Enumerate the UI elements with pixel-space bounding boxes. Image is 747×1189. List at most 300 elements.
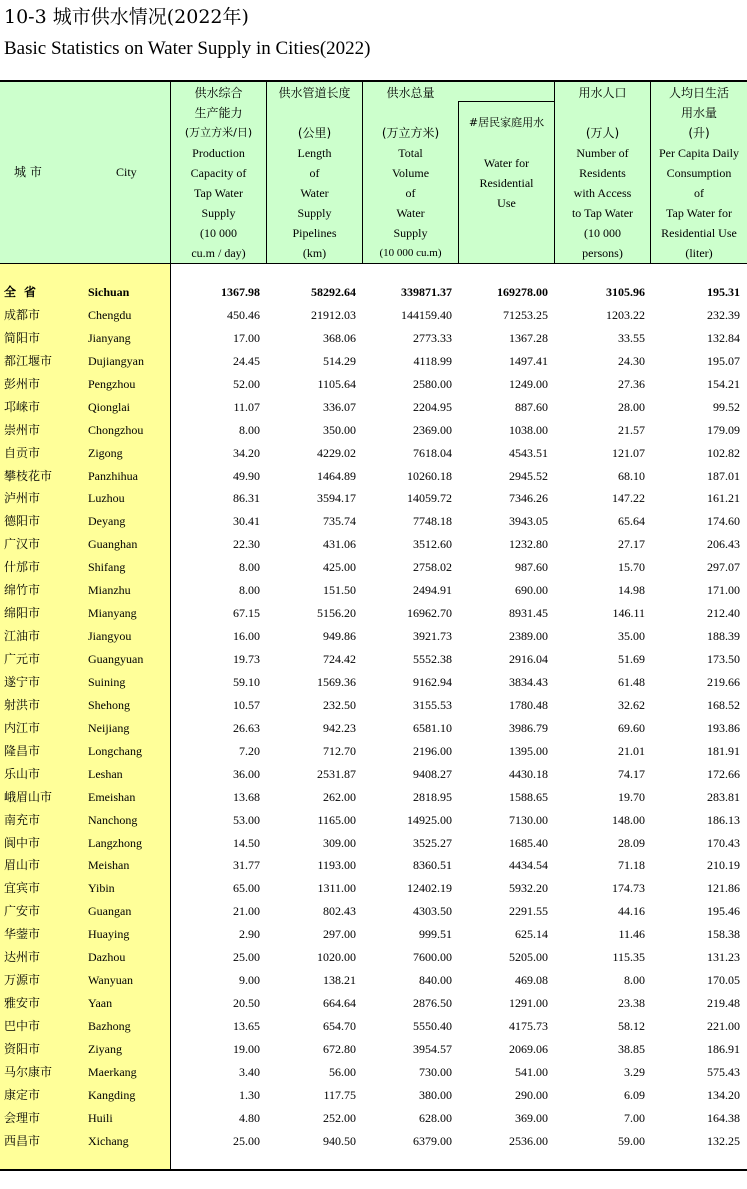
city-name-en: Emeishan bbox=[88, 789, 136, 804]
residents-served-cell: 3105.96 bbox=[606, 285, 645, 299]
city-name-en: Leshan bbox=[88, 766, 123, 781]
residential-use-cell: 1497.41 bbox=[509, 353, 548, 368]
residential-use-cell: 5932.20 bbox=[509, 881, 548, 896]
residents-served-cell: 51.69 bbox=[618, 652, 645, 666]
residential-use-cell: 4543.51 bbox=[509, 445, 548, 460]
pipeline-length-cell: 252.00 bbox=[323, 1110, 356, 1125]
production-capacity-cell: 53.00 bbox=[233, 812, 260, 827]
table-row bbox=[0, 625, 747, 648]
per-capita-cell: 134.20 bbox=[707, 1087, 740, 1102]
per-capita-cell: 170.43 bbox=[707, 835, 740, 850]
table-row bbox=[0, 832, 747, 855]
residents-served-cell: 71.18 bbox=[618, 858, 645, 873]
table-row bbox=[0, 465, 747, 488]
residential-use-cell: 3943.05 bbox=[509, 514, 548, 529]
total-volume-cell: 339871.37 bbox=[401, 285, 452, 299]
residential-use-cell: 1291.00 bbox=[509, 996, 548, 1011]
residents-served-cell: 148.00 bbox=[612, 812, 645, 827]
residential-use-cell: 7346.26 bbox=[509, 491, 548, 506]
table-row bbox=[0, 1015, 747, 1038]
production-capacity-cell: 25.00 bbox=[233, 1133, 260, 1148]
table-row bbox=[0, 1038, 747, 1061]
pipeline-length-cell: 5156.20 bbox=[317, 606, 356, 621]
city-name-en: Mianzhu bbox=[88, 583, 131, 598]
city-name-en: Kangding bbox=[88, 1087, 136, 1102]
pipeline-length-cell: 1105.64 bbox=[317, 376, 356, 391]
pipeline-length-cell: 942.23 bbox=[323, 720, 356, 735]
residential-use-cell: 2389.00 bbox=[509, 629, 548, 644]
residential-use-cell: 541.00 bbox=[515, 1064, 548, 1079]
per-capita-cell: 164.38 bbox=[707, 1110, 740, 1125]
table-row bbox=[0, 304, 747, 327]
residential-use-cell: 2536.00 bbox=[509, 1133, 548, 1148]
pipeline-length-cell: 425.00 bbox=[323, 560, 356, 575]
production-capacity-cell: 1.30 bbox=[239, 1087, 260, 1102]
city-name-en: Neijiang bbox=[88, 720, 130, 735]
residents-served-cell: 61.48 bbox=[618, 674, 645, 689]
total-volume-cell: 7600.00 bbox=[413, 950, 452, 965]
table-row bbox=[0, 1084, 747, 1107]
total-volume-cell: 3155.53 bbox=[413, 697, 452, 712]
production-capacity-cell: 49.90 bbox=[233, 468, 260, 483]
total-volume-cell: 3512.60 bbox=[413, 537, 452, 552]
per-capita-cell: 158.38 bbox=[707, 927, 740, 942]
per-capita-cell: 102.82 bbox=[707, 445, 740, 460]
residential-use-cell: 5205.00 bbox=[509, 950, 548, 965]
residential-use-cell: 987.60 bbox=[515, 560, 548, 575]
total-volume-cell: 12402.19 bbox=[407, 881, 452, 896]
residential-use-cell: 4434.54 bbox=[509, 858, 548, 873]
pipeline-length-cell: 297.00 bbox=[323, 927, 356, 942]
per-capita-cell: 131.23 bbox=[707, 950, 740, 965]
production-capacity-cell: 24.45 bbox=[233, 353, 260, 368]
residents-served-cell: 28.09 bbox=[618, 835, 645, 850]
per-capita-cell: 195.31 bbox=[707, 285, 740, 299]
city-name-en: Guanghan bbox=[88, 537, 138, 552]
production-capacity-cell: 8.00 bbox=[239, 560, 260, 575]
table-row bbox=[0, 1061, 747, 1084]
pipeline-length-cell: 1165.00 bbox=[317, 812, 356, 827]
pipeline-length-cell: 117.75 bbox=[323, 1087, 356, 1102]
residential-use-cell: 1232.80 bbox=[509, 537, 548, 552]
residents-served-cell: 146.11 bbox=[612, 606, 645, 621]
table-row bbox=[0, 556, 747, 579]
residents-served-cell: 27.36 bbox=[618, 376, 645, 391]
pipeline-length-cell: 2531.87 bbox=[317, 766, 356, 781]
pipeline-length-cell: 654.70 bbox=[323, 1019, 356, 1033]
total-volume-cell: 2580.00 bbox=[413, 376, 452, 391]
residential-use-cell: 1367.28 bbox=[509, 330, 548, 345]
total-volume-cell: 10260.18 bbox=[407, 468, 452, 483]
pipeline-length-cell: 56.00 bbox=[329, 1064, 356, 1079]
total-volume-cell: 4118.99 bbox=[413, 353, 452, 368]
total-volume-cell: 2204.95 bbox=[413, 399, 452, 414]
residential-use-cell: 469.08 bbox=[515, 973, 548, 988]
residents-served-cell: 21.01 bbox=[618, 743, 645, 758]
residents-served-cell: 115.35 bbox=[612, 950, 645, 965]
total-volume-cell: 2494.91 bbox=[413, 583, 452, 598]
table-row bbox=[0, 877, 747, 900]
residents-served-cell: 24.30 bbox=[618, 353, 645, 368]
per-capita-cell: 575.43 bbox=[707, 1064, 740, 1079]
city-name-en: Wanyuan bbox=[88, 973, 134, 988]
city-name-cn: 遂宁市 bbox=[4, 674, 41, 689]
table-row bbox=[0, 763, 747, 786]
city-name-en: Qionglai bbox=[88, 399, 130, 414]
header-residents-served: 用水人口 (万人) Number of Residents with Access to Tap Water (10 000 persons) bbox=[571, 86, 634, 260]
total-volume-cell: 14925.00 bbox=[407, 812, 452, 827]
residential-use-cell: 1249.00 bbox=[509, 376, 548, 391]
production-capacity-cell: 36.00 bbox=[233, 766, 260, 781]
per-capita-cell: 195.46 bbox=[707, 904, 740, 919]
per-capita-cell: 173.50 bbox=[707, 652, 740, 666]
total-volume-cell: 144159.40 bbox=[401, 307, 452, 322]
residential-use-cell: 7130.00 bbox=[509, 812, 548, 827]
residential-use-cell: 369.00 bbox=[515, 1110, 548, 1125]
header-city-en: City bbox=[116, 165, 137, 179]
per-capita-cell: 170.05 bbox=[707, 973, 740, 988]
table-row bbox=[0, 442, 747, 465]
city-name-cn: 阆中市 bbox=[4, 835, 41, 850]
production-capacity-cell: 26.63 bbox=[233, 720, 260, 735]
city-name-cn: 简阳市 bbox=[4, 330, 41, 345]
residential-use-cell: 169278.00 bbox=[497, 285, 548, 299]
city-name-en: Sichuan bbox=[88, 285, 130, 299]
production-capacity-cell: 450.46 bbox=[227, 307, 260, 322]
pipeline-length-cell: 4229.02 bbox=[317, 445, 356, 460]
total-volume-cell: 8360.51 bbox=[413, 858, 452, 873]
table-row bbox=[0, 579, 747, 602]
residents-served-cell: 7.00 bbox=[624, 1110, 645, 1125]
pipeline-length-cell: 232.50 bbox=[323, 697, 356, 712]
table-row bbox=[0, 923, 747, 946]
production-capacity-cell: 22.30 bbox=[233, 537, 260, 552]
pipeline-length-cell: 138.21 bbox=[323, 973, 356, 988]
residents-served-cell: 21.57 bbox=[618, 422, 645, 437]
residents-served-cell: 14.98 bbox=[618, 583, 645, 598]
city-name-cn: 邛崃市 bbox=[4, 399, 41, 414]
city-name-en: Jianyang bbox=[88, 330, 131, 345]
header-pipeline-length: 供水管道长度 (公里) Length of Water Supply Pipelines (km) bbox=[278, 86, 351, 260]
header-per-capita-consumption: 人均日生活 用水量 (升) Per Capita Daily Consumption of Tap Water for Residential Use (liter) bbox=[659, 86, 739, 260]
total-volume-cell: 840.00 bbox=[419, 973, 452, 988]
residential-use-cell: 3834.43 bbox=[509, 674, 548, 689]
residents-served-cell: 19.70 bbox=[618, 789, 645, 804]
city-name-en: Langzhong bbox=[88, 835, 142, 850]
city-name-cn: 南充市 bbox=[4, 812, 41, 827]
production-capacity-cell: 86.31 bbox=[233, 491, 260, 506]
total-volume-cell: 16962.70 bbox=[407, 606, 452, 621]
total-volume-cell: 2818.95 bbox=[413, 789, 452, 804]
table-row bbox=[0, 992, 747, 1015]
per-capita-cell: 132.84 bbox=[707, 330, 740, 345]
city-name-cn: 绵阳市 bbox=[4, 606, 41, 621]
residential-use-cell: 2069.06 bbox=[509, 1041, 548, 1056]
per-capita-cell: 212.40 bbox=[707, 606, 740, 621]
per-capita-cell: 168.52 bbox=[707, 697, 740, 712]
city-name-en: Xichang bbox=[88, 1133, 129, 1148]
per-capita-cell: 232.39 bbox=[707, 307, 740, 322]
residents-served-cell: 74.17 bbox=[618, 766, 645, 781]
residents-served-cell: 68.10 bbox=[618, 468, 645, 483]
city-name-cn: 江油市 bbox=[4, 629, 41, 644]
residential-use-cell: 690.00 bbox=[515, 583, 548, 598]
residents-served-cell: 28.00 bbox=[618, 399, 645, 414]
production-capacity-cell: 19.00 bbox=[233, 1041, 260, 1056]
city-name-en: Shifang bbox=[88, 560, 126, 575]
pipeline-length-cell: 1569.36 bbox=[317, 674, 356, 689]
city-name-cn: 雅安市 bbox=[4, 996, 41, 1011]
header-production-capacity: 供水综合 生产能力 (万立方米/日) Production Capacity of Tap Water Supply (10 000 cu.m / day) bbox=[184, 86, 253, 260]
total-volume-cell: 9408.27 bbox=[413, 766, 452, 781]
per-capita-cell: 210.19 bbox=[707, 858, 740, 873]
city-name-cn: 万源市 bbox=[4, 973, 41, 988]
production-capacity-cell: 31.77 bbox=[233, 858, 260, 873]
city-name-cn: 乐山市 bbox=[4, 766, 41, 781]
pipeline-length-cell: 350.00 bbox=[323, 422, 356, 437]
table-row bbox=[0, 327, 747, 350]
city-name-en: Dazhou bbox=[88, 950, 126, 965]
per-capita-cell: 161.21 bbox=[707, 491, 740, 506]
table-row bbox=[0, 717, 747, 740]
per-capita-cell: 297.07 bbox=[707, 560, 740, 575]
table-row bbox=[0, 396, 747, 419]
production-capacity-cell: 14.50 bbox=[233, 835, 260, 850]
per-capita-cell: 174.60 bbox=[707, 514, 740, 529]
city-name-cn: 德阳市 bbox=[4, 514, 41, 529]
pipeline-length-cell: 431.06 bbox=[323, 537, 356, 552]
residents-served-cell: 69.60 bbox=[618, 720, 645, 735]
residents-served-cell: 3.29 bbox=[624, 1064, 645, 1079]
production-capacity-cell: 11.07 bbox=[233, 399, 260, 414]
production-capacity-cell: 3.40 bbox=[239, 1064, 260, 1079]
table-row bbox=[0, 946, 747, 969]
table-row bbox=[0, 809, 747, 832]
table-row bbox=[0, 350, 747, 373]
city-name-en: Longchang bbox=[88, 743, 142, 758]
table-row bbox=[0, 900, 747, 923]
pipeline-length-cell: 802.43 bbox=[323, 904, 356, 919]
residents-served-cell: 6.09 bbox=[624, 1087, 645, 1102]
residents-served-cell: 44.16 bbox=[618, 904, 645, 919]
total-volume-cell: 628.00 bbox=[419, 1110, 452, 1125]
residential-use-cell: 290.00 bbox=[515, 1087, 548, 1102]
residents-served-cell: 59.00 bbox=[618, 1133, 645, 1148]
per-capita-cell: 186.13 bbox=[707, 812, 740, 827]
per-capita-cell: 193.86 bbox=[707, 720, 740, 735]
header-total-volume: 供水总量 (万立方米) Total Volume of Water Supply (10 000 cu.m) bbox=[379, 86, 442, 259]
per-capita-cell: 206.43 bbox=[707, 537, 740, 552]
production-capacity-cell: 30.41 bbox=[233, 514, 260, 529]
per-capita-cell: 132.25 bbox=[707, 1133, 740, 1148]
city-name-cn: 崇州市 bbox=[4, 422, 41, 437]
total-volume-cell: 6581.10 bbox=[413, 720, 452, 735]
city-name-cn: 什邡市 bbox=[4, 560, 41, 575]
city-name-en: Yibin bbox=[88, 881, 115, 896]
city-name-en: Mianyang bbox=[88, 606, 137, 621]
city-name-cn: 眉山市 bbox=[4, 858, 41, 873]
table-row bbox=[0, 854, 747, 877]
city-name-cn: 宜宾市 bbox=[4, 881, 41, 896]
table-row bbox=[0, 510, 747, 533]
total-volume-cell: 2369.00 bbox=[413, 422, 452, 437]
pipeline-length-cell: 309.00 bbox=[323, 835, 356, 850]
table-row bbox=[0, 694, 747, 717]
production-capacity-cell: 59.10 bbox=[233, 674, 260, 689]
residents-served-cell: 58.12 bbox=[618, 1019, 645, 1033]
total-volume-cell: 7618.04 bbox=[413, 445, 452, 460]
subheader-rule bbox=[458, 101, 554, 102]
production-capacity-cell: 25.00 bbox=[233, 950, 260, 965]
header-bottom-rule bbox=[0, 263, 747, 264]
residents-served-cell: 121.07 bbox=[612, 445, 645, 460]
residents-served-cell: 23.38 bbox=[618, 996, 645, 1011]
residential-use-cell: 2916.04 bbox=[509, 652, 548, 666]
residents-served-cell: 35.00 bbox=[618, 629, 645, 644]
residents-served-cell: 65.64 bbox=[618, 514, 645, 529]
city-name-cn: 都江堰市 bbox=[4, 353, 53, 368]
table-row-total bbox=[0, 281, 747, 304]
header-city-cn: 城 市 bbox=[14, 165, 42, 179]
city-name-cn: 会理市 bbox=[4, 1110, 41, 1125]
city-name-en: Maerkang bbox=[88, 1064, 137, 1079]
production-capacity-cell: 20.50 bbox=[233, 996, 260, 1011]
pipeline-length-cell: 940.50 bbox=[323, 1133, 356, 1148]
per-capita-cell: 188.39 bbox=[707, 629, 740, 644]
city-name-cn: 峨眉山市 bbox=[4, 789, 53, 804]
production-capacity-cell: 65.00 bbox=[233, 881, 260, 896]
residential-use-cell: 3986.79 bbox=[509, 720, 548, 735]
production-capacity-cell: 17.00 bbox=[233, 330, 260, 345]
pipeline-length-cell: 1311.00 bbox=[317, 881, 356, 896]
per-capita-cell: 181.91 bbox=[707, 743, 740, 758]
pipeline-length-cell: 336.07 bbox=[323, 399, 356, 414]
total-volume-cell: 9162.94 bbox=[413, 674, 452, 689]
residents-served-cell: 1203.22 bbox=[606, 307, 645, 322]
residential-use-cell: 4175.73 bbox=[509, 1019, 548, 1033]
residential-use-cell: 1780.48 bbox=[509, 697, 548, 712]
residents-served-cell: 27.17 bbox=[618, 537, 645, 552]
total-volume-cell: 4303.50 bbox=[413, 904, 452, 919]
city-name-cn: 彭州市 bbox=[4, 376, 41, 391]
pipeline-length-cell: 21912.03 bbox=[311, 307, 356, 322]
city-name-cn: 广汉市 bbox=[4, 537, 41, 552]
city-name-en: Meishan bbox=[88, 858, 130, 873]
bottom-rule bbox=[0, 1169, 747, 1171]
residents-served-cell: 174.73 bbox=[612, 881, 645, 896]
pipeline-length-cell: 58292.64 bbox=[311, 285, 356, 299]
city-name-cn: 隆昌市 bbox=[4, 743, 41, 758]
total-volume-cell: 3921.73 bbox=[413, 629, 452, 644]
residents-served-cell: 11.46 bbox=[618, 927, 645, 942]
city-name-en: Huili bbox=[88, 1110, 113, 1125]
total-volume-cell: 5552.38 bbox=[413, 652, 452, 666]
production-capacity-cell: 13.65 bbox=[233, 1019, 260, 1033]
pipeline-length-cell: 664.64 bbox=[323, 996, 356, 1011]
residents-served-cell: 38.85 bbox=[618, 1041, 645, 1056]
city-name-cn: 全省 bbox=[4, 285, 45, 299]
city-name-cn: 成都市 bbox=[4, 307, 41, 322]
header-residential-use: #居民家庭用水 Water for Residential Use bbox=[468, 116, 545, 210]
per-capita-cell: 219.48 bbox=[707, 996, 740, 1011]
city-name-en: Chengdu bbox=[88, 307, 132, 322]
total-volume-cell: 2196.00 bbox=[413, 743, 452, 758]
pipeline-length-cell: 712.70 bbox=[323, 743, 356, 758]
production-capacity-cell: 16.00 bbox=[233, 629, 260, 644]
residential-use-cell: 8931.45 bbox=[509, 606, 548, 621]
pipeline-length-cell: 262.00 bbox=[323, 789, 356, 804]
production-capacity-cell: 8.00 bbox=[239, 422, 260, 437]
residential-use-cell: 625.14 bbox=[515, 927, 548, 942]
table-title-en: Basic Statistics on Water Supply in Cities(2022) bbox=[4, 38, 371, 59]
table-row bbox=[0, 671, 747, 694]
total-volume-cell: 6379.00 bbox=[413, 1133, 452, 1148]
city-name-en: Shehong bbox=[88, 697, 130, 712]
top-rule bbox=[0, 80, 747, 82]
table-row bbox=[0, 1130, 747, 1153]
city-name-cn: 资阳市 bbox=[4, 1041, 41, 1056]
city-name-en: Bazhong bbox=[88, 1019, 131, 1033]
pipeline-length-cell: 3594.17 bbox=[317, 491, 356, 506]
total-volume-cell: 999.51 bbox=[419, 927, 452, 942]
city-name-en: Panzhihua bbox=[88, 468, 138, 483]
pipeline-length-cell: 514.29 bbox=[323, 353, 356, 368]
production-capacity-cell: 9.00 bbox=[239, 973, 260, 988]
total-volume-cell: 3954.57 bbox=[413, 1041, 452, 1056]
production-capacity-cell: 21.00 bbox=[233, 904, 260, 919]
pipeline-length-cell: 1193.00 bbox=[317, 858, 356, 873]
pipeline-length-cell: 151.50 bbox=[323, 583, 356, 598]
pipeline-length-cell: 724.42 bbox=[323, 652, 356, 666]
city-name-cn: 绵竹市 bbox=[4, 583, 41, 598]
per-capita-cell: 283.81 bbox=[707, 789, 740, 804]
table-title-cn: 10-3 城市供水情况(2022年) bbox=[4, 6, 249, 28]
table-row bbox=[0, 533, 747, 556]
city-name-en: Yaan bbox=[88, 996, 113, 1011]
total-volume-cell: 5550.40 bbox=[413, 1019, 452, 1033]
city-name-cn: 华蓥市 bbox=[4, 927, 41, 942]
total-volume-cell: 14059.72 bbox=[407, 491, 452, 506]
city-name-cn: 攀枝花市 bbox=[4, 468, 53, 483]
city-name-cn: 泸州市 bbox=[4, 491, 41, 506]
city-name-en: Deyang bbox=[88, 514, 126, 529]
city-name-en: Chongzhou bbox=[88, 422, 144, 437]
residents-served-cell: 32.62 bbox=[618, 697, 645, 712]
production-capacity-cell: 67.15 bbox=[233, 606, 260, 621]
pipeline-length-cell: 735.74 bbox=[323, 514, 356, 529]
table-row bbox=[0, 419, 747, 442]
city-name-en: Luzhou bbox=[88, 491, 125, 506]
production-capacity-cell: 52.00 bbox=[233, 376, 260, 391]
city-name-en: Guangyuan bbox=[88, 652, 144, 666]
table-row bbox=[0, 373, 747, 396]
production-capacity-cell: 19.73 bbox=[233, 652, 260, 666]
per-capita-cell: 186.91 bbox=[707, 1041, 740, 1056]
production-capacity-cell: 34.20 bbox=[233, 445, 260, 460]
per-capita-cell: 171.00 bbox=[707, 583, 740, 598]
per-capita-cell: 99.52 bbox=[713, 399, 740, 414]
production-capacity-cell: 1367.98 bbox=[221, 285, 260, 299]
production-capacity-cell: 13.68 bbox=[233, 789, 260, 804]
city-name-cn: 广元市 bbox=[4, 652, 41, 666]
city-name-en: Zigong bbox=[88, 445, 123, 460]
table-row bbox=[0, 487, 747, 510]
city-name-cn: 自贡市 bbox=[4, 445, 41, 460]
city-name-cn: 西昌市 bbox=[4, 1133, 41, 1148]
residential-use-cell: 2945.52 bbox=[509, 468, 548, 483]
per-capita-cell: 219.66 bbox=[707, 674, 740, 689]
city-name-en: Ziyang bbox=[88, 1041, 122, 1056]
